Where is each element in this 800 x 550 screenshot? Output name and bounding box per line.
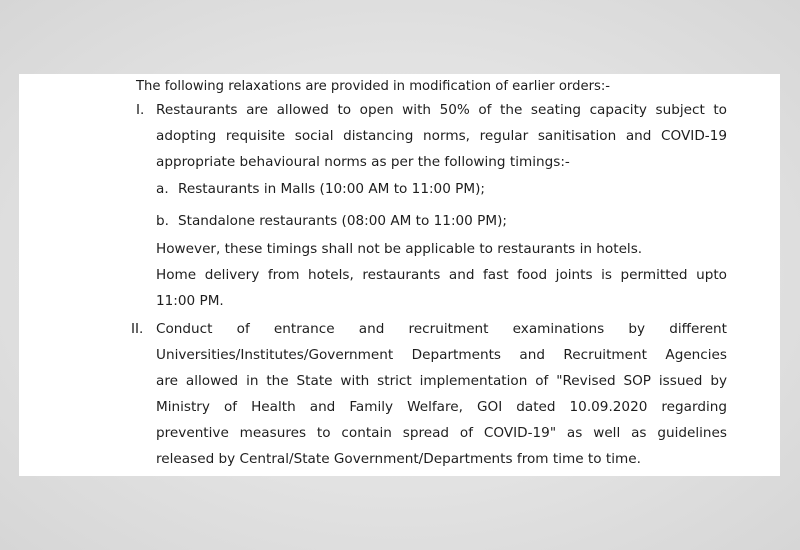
item-text-line: Universities/Institutes/Government Departments and Recruitment Agencies <box>156 347 727 363</box>
subitem-text: Standalone restaurants (08:00 AM to 11:00 PM); <box>178 213 507 229</box>
subitem-letter: a. <box>156 181 169 197</box>
item-text-line: released by Central/State Government/Departments from time to time. <box>156 451 641 467</box>
item-text-line: preventive measures to contain spread of COVID-19" as well as guidelines <box>156 425 727 441</box>
subitem-letter: b. <box>156 213 169 229</box>
document-page <box>19 74 780 476</box>
item-text-line: are allowed in the State with strict implementation of "Revised SOP issued by <box>156 373 727 389</box>
document-heading: The following relaxations are provided in modification of earlier orders:- <box>136 79 611 94</box>
item-text-line: Restaurants are allowed to open with 50% of the seating capacity subject to <box>156 102 727 118</box>
item-text-line: adopting requisite social distancing norms, regular sanitisation and COVID-19 <box>156 128 727 144</box>
subitem-text: Restaurants in Malls (10:00 AM to 11:00 PM); <box>178 181 485 197</box>
item-text-line: appropriate behavioural norms as per the following timings:- <box>156 154 570 170</box>
item-number: II. <box>131 321 144 337</box>
item-text-line: Home delivery from hotels, restaurants and fast food joints is permitted upto <box>156 267 727 283</box>
item-number: I. <box>136 102 145 118</box>
item-text-line: 11:00 PM. <box>156 293 224 309</box>
item-text-line: However, these timings shall not be applicable to restaurants in hotels. <box>156 241 643 257</box>
item-text-line: Ministry of Health and Family Welfare, GOI dated 10.09.2020 regarding <box>156 399 727 415</box>
item-text-line: Conduct of entrance and recruitment examinations by different <box>156 321 727 337</box>
